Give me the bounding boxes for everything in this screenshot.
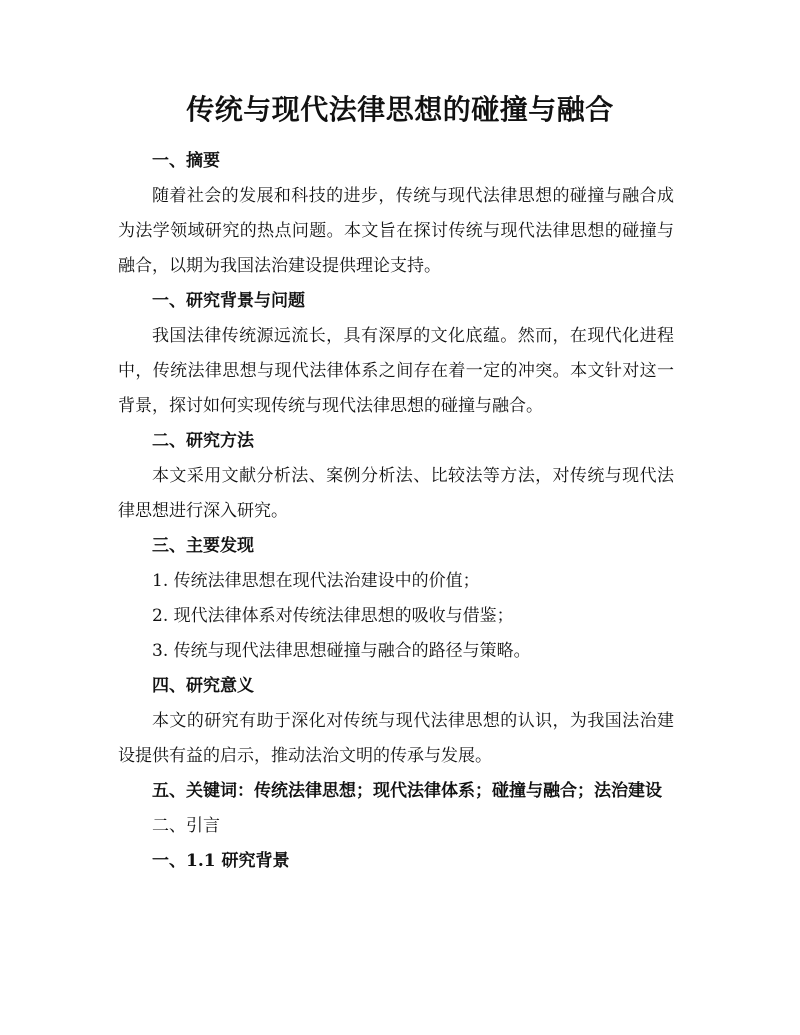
significance-heading: 四、研究意义	[152, 676, 254, 696]
findings-item-1: 1. 传统法律思想在现代法治建设中的价值；	[152, 571, 480, 591]
background-heading: 一、研究背景与问题	[152, 291, 305, 311]
findings-heading: 三、主要发现	[152, 536, 254, 556]
findings-item-3: 3. 传统与现代法律思想碰撞与融合的路径与策略。	[152, 641, 531, 661]
method-paragraph: 本文采用文献分析法、案例分析法、比较法等方法，对传统与现代法律思想进行深入研究。	[118, 466, 674, 521]
abstract-heading: 一、摘要	[152, 151, 220, 171]
intro-heading: 二、引言	[152, 816, 220, 836]
document-title: 传统与现代法律思想的碰撞与融合	[186, 93, 614, 126]
keywords-line: 五、关键词：传统法律思想；现代法律体系；碰撞与融合；法治建设	[152, 781, 662, 801]
method-heading: 二、研究方法	[152, 431, 254, 451]
abstract-paragraph: 随着社会的发展和科技的进步，传统与现代法律思想的碰撞与融合成为法学领域研究的热点问题。本文旨在探讨传统与现代法律思想的碰撞与融合，以期为我国法治建设提供理论支持。	[118, 186, 674, 276]
background-paragraph: 我国法律传统源远流长，具有深厚的文化底蕴。然而，在现代化进程中，传统法律思想与现代法律体系之间存在着一定的冲突。本文针对这一背景，探讨如何实现传统与现代法律思想的碰撞与融合。	[118, 326, 674, 416]
intro-sub-heading: 一、1.1 研究背景	[152, 851, 290, 871]
significance-paragraph: 本文的研究有助于深化对传统与现代法律思想的认识，为我国法治建设提供有益的启示，推动法治文明的传承与发展。	[118, 711, 674, 766]
document-body	[118, 144, 674, 879]
findings-item-2: 2. 现代法律体系对传统法律思想的吸收与借鉴；	[152, 606, 514, 626]
